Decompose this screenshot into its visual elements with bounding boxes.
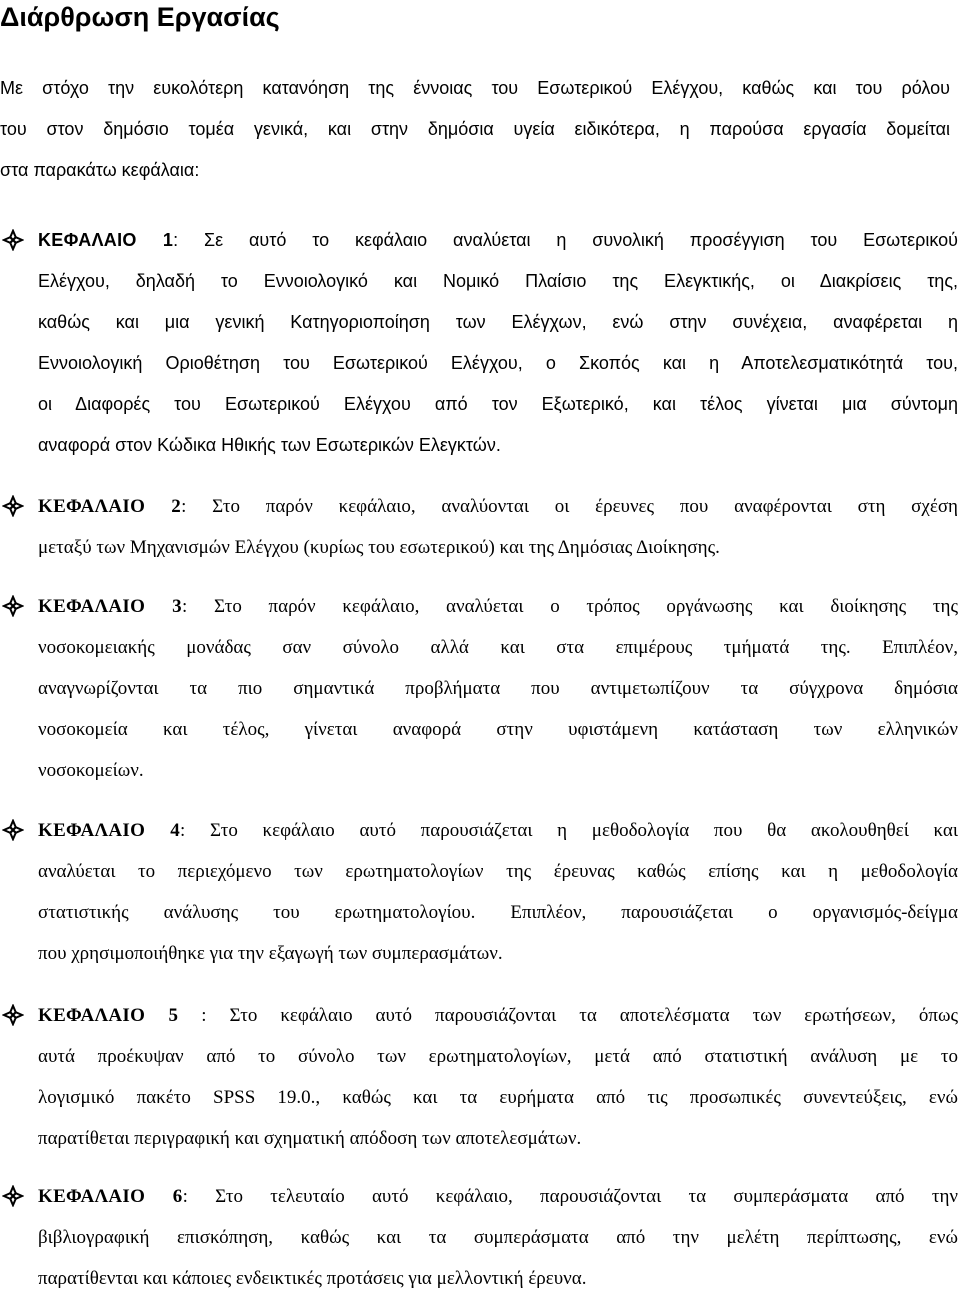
chapter-label: ΚΕΦΑΛΑΙΟ 3 — [38, 596, 182, 617]
chapter-5-item — [0, 995, 960, 1159]
chapter-line: αναγνωρίζονται τα πιο σημαντικά προβλήματα που αντιμετωπίζουν τα σύγχρονα δημόσια — [38, 678, 958, 699]
chapter-line: που χρησιμοποιήθηκε για την εξαγωγή των συμπερασμάτων. — [38, 943, 503, 964]
chapter-line: μεταξύ των Μηχανισμών Ελέγχου (κυρίως του εσωτερικού) και της Δημόσιας Διοίκησης. — [38, 537, 720, 558]
chapter-line: αυτά προέκυψαν από το σύνολο των ερωτηματολογίων, μετά από στατιστική ανάλυση με το — [38, 1046, 958, 1067]
chapter-line: νοσοκομειακής μονάδας σαν σύνολο αλλά και στα επιμέρους τμήματά της. Επιπλέον, — [38, 637, 958, 658]
chapter-line: αναφορά στον Κώδικα Ηθικής των Εσωτερικών Ελεγκτών. — [38, 435, 501, 455]
chapter-4-text — [38, 810, 958, 974]
chapter-2-text — [38, 486, 958, 568]
four-petal-diamond-icon — [2, 819, 24, 841]
intro-line: στα παρακάτω κεφάλαια: — [0, 160, 200, 180]
chapter-6-text — [38, 1176, 958, 1299]
chapter-label: ΚΕΦΑΛΑΙΟ 4 — [38, 820, 180, 841]
chapter-line: νοσοκομείων. — [38, 760, 144, 781]
page-title: Διάρθρωση Εργασίας — [0, 2, 280, 32]
chapter-1-text — [38, 220, 958, 466]
four-petal-diamond-icon — [2, 1185, 24, 1207]
chapter-3-text — [38, 586, 958, 791]
chapter-line: Ελέγχου, δηλαδή το Εννοιολογικό και Νομικό Πλαίσιο της Ελεγκτικής, οι Διακρίσεις της, — [38, 271, 958, 291]
four-petal-diamond-icon — [2, 229, 24, 251]
chapter-label: ΚΕΦΑΛΑΙΟ 2 — [38, 496, 182, 517]
chapter-line: νοσοκομεία και τέλος, γίνεται αναφορά στην υφιστάμενη κατάσταση των ελληνικών — [38, 719, 958, 740]
four-petal-diamond-icon — [2, 1004, 24, 1026]
chapter-line: στατιστικής ανάλυσης του ερωτηματολογίου. Επιπλέον, παρουσιάζεται ο οργανισμός-δείγμα — [38, 902, 958, 923]
chapter-line: ΚΕΦΑΛΑΙΟ 6: Στο τελευταίο αυτό κεφάλαιο, παρουσιάζονται τα συμπεράσματα από την — [38, 1186, 958, 1207]
chapter-2-item — [0, 486, 960, 568]
chapter-line: ΚΕΦΑΛΑΙΟ 4: Στο κεφάλαιο αυτό παρουσιάζεται η μεθοδολογία που θα ακολουθηθεί και — [38, 820, 958, 841]
intro-line: του στον δημόσιο τομέα γενικά, και στην δημόσια υγεία ειδικότερα, η παρούσα εργασία δομείται — [0, 119, 950, 139]
chapter-line: ΚΕΦΑΛΑΙΟ 1: Σε αυτό το κεφάλαιο αναλύεται η συνολική προσέγγιση του Εσωτερικού — [38, 230, 958, 250]
intro-paragraph — [0, 68, 950, 191]
four-petal-diamond-icon — [2, 495, 24, 517]
chapter-3-item — [0, 586, 960, 791]
chapter-line: λογισμικό πακέτο SPSS 19.0., καθώς και τα ευρήματα από τις προσωπικές συνεντεύξεις, ενώ — [38, 1087, 958, 1108]
intro-line: Με στόχο την ευκολότερη κατανόηση της έννοιας του Εσωτερικού Ελέγχου, καθώς και του ρόλου — [0, 78, 950, 98]
chapter-1-item — [0, 220, 960, 466]
chapter-line: ΚΕΦΑΛΑΙΟ 3: Στο παρόν κεφάλαιο, αναλύεται ο τρόπος οργάνωσης και διοίκησης της — [38, 596, 959, 617]
chapter-line: αναλύεται το περιεχόμενο των ερωτηματολογίων της έρευνας καθώς επίσης και η μεθοδολογία — [38, 861, 958, 882]
chapter-label: ΚΕΦΑΛΑΙΟ 5 — [38, 1005, 179, 1026]
chapter-label: ΚΕΦΑΛΑΙΟ 6 — [38, 1186, 183, 1207]
chapter-line: παρατίθεται περιγραφική και σχηματική απόδοση των αποτελεσμάτων. — [38, 1128, 582, 1149]
chapter-line: οι Διαφορές του Εσωτερικού Ελέγχου από τον Εξωτερικό, και τέλος γίνεται μια σύντομη — [38, 394, 958, 414]
chapter-4-item — [0, 810, 960, 974]
chapter-line: καθώς και μια γενική Κατηγοριοποίηση των Ελέγχων, ενώ στην συνέχεια, αναφέρεται η — [38, 312, 958, 332]
chapter-line: βιβλιογραφική επισκόπηση, καθώς και τα συμπεράσματα από την μελέτη περίπτωσης, ενώ — [38, 1227, 958, 1248]
chapter-6-item — [0, 1176, 960, 1299]
four-petal-diamond-icon — [2, 595, 24, 617]
chapter-line: Εννοιολογική Οριοθέτηση του Εσωτερικού Ελέγχου, ο Σκοπός και η Αποτελεσματικότητά του, — [38, 353, 958, 373]
chapter-5-text — [38, 995, 958, 1159]
chapter-line: ΚΕΦΑΛΑΙΟ 2: Στο παρόν κεφάλαιο, αναλύονται οι έρευνες που αναφέρονται στη σχέση — [38, 496, 958, 517]
chapter-line: παρατίθενται και κάποιες ενδεικτικές προτάσεις για μελλοντική έρευνα. — [38, 1268, 587, 1289]
chapter-line: ΚΕΦΑΛΑΙΟ 5 : Στο κεφάλαιο αυτό παρουσιάζονται τα αποτελέσματα των ερωτήσεων, όπως — [38, 1005, 958, 1026]
chapter-label: ΚΕΦΑΛΑΙΟ 1 — [38, 230, 174, 250]
